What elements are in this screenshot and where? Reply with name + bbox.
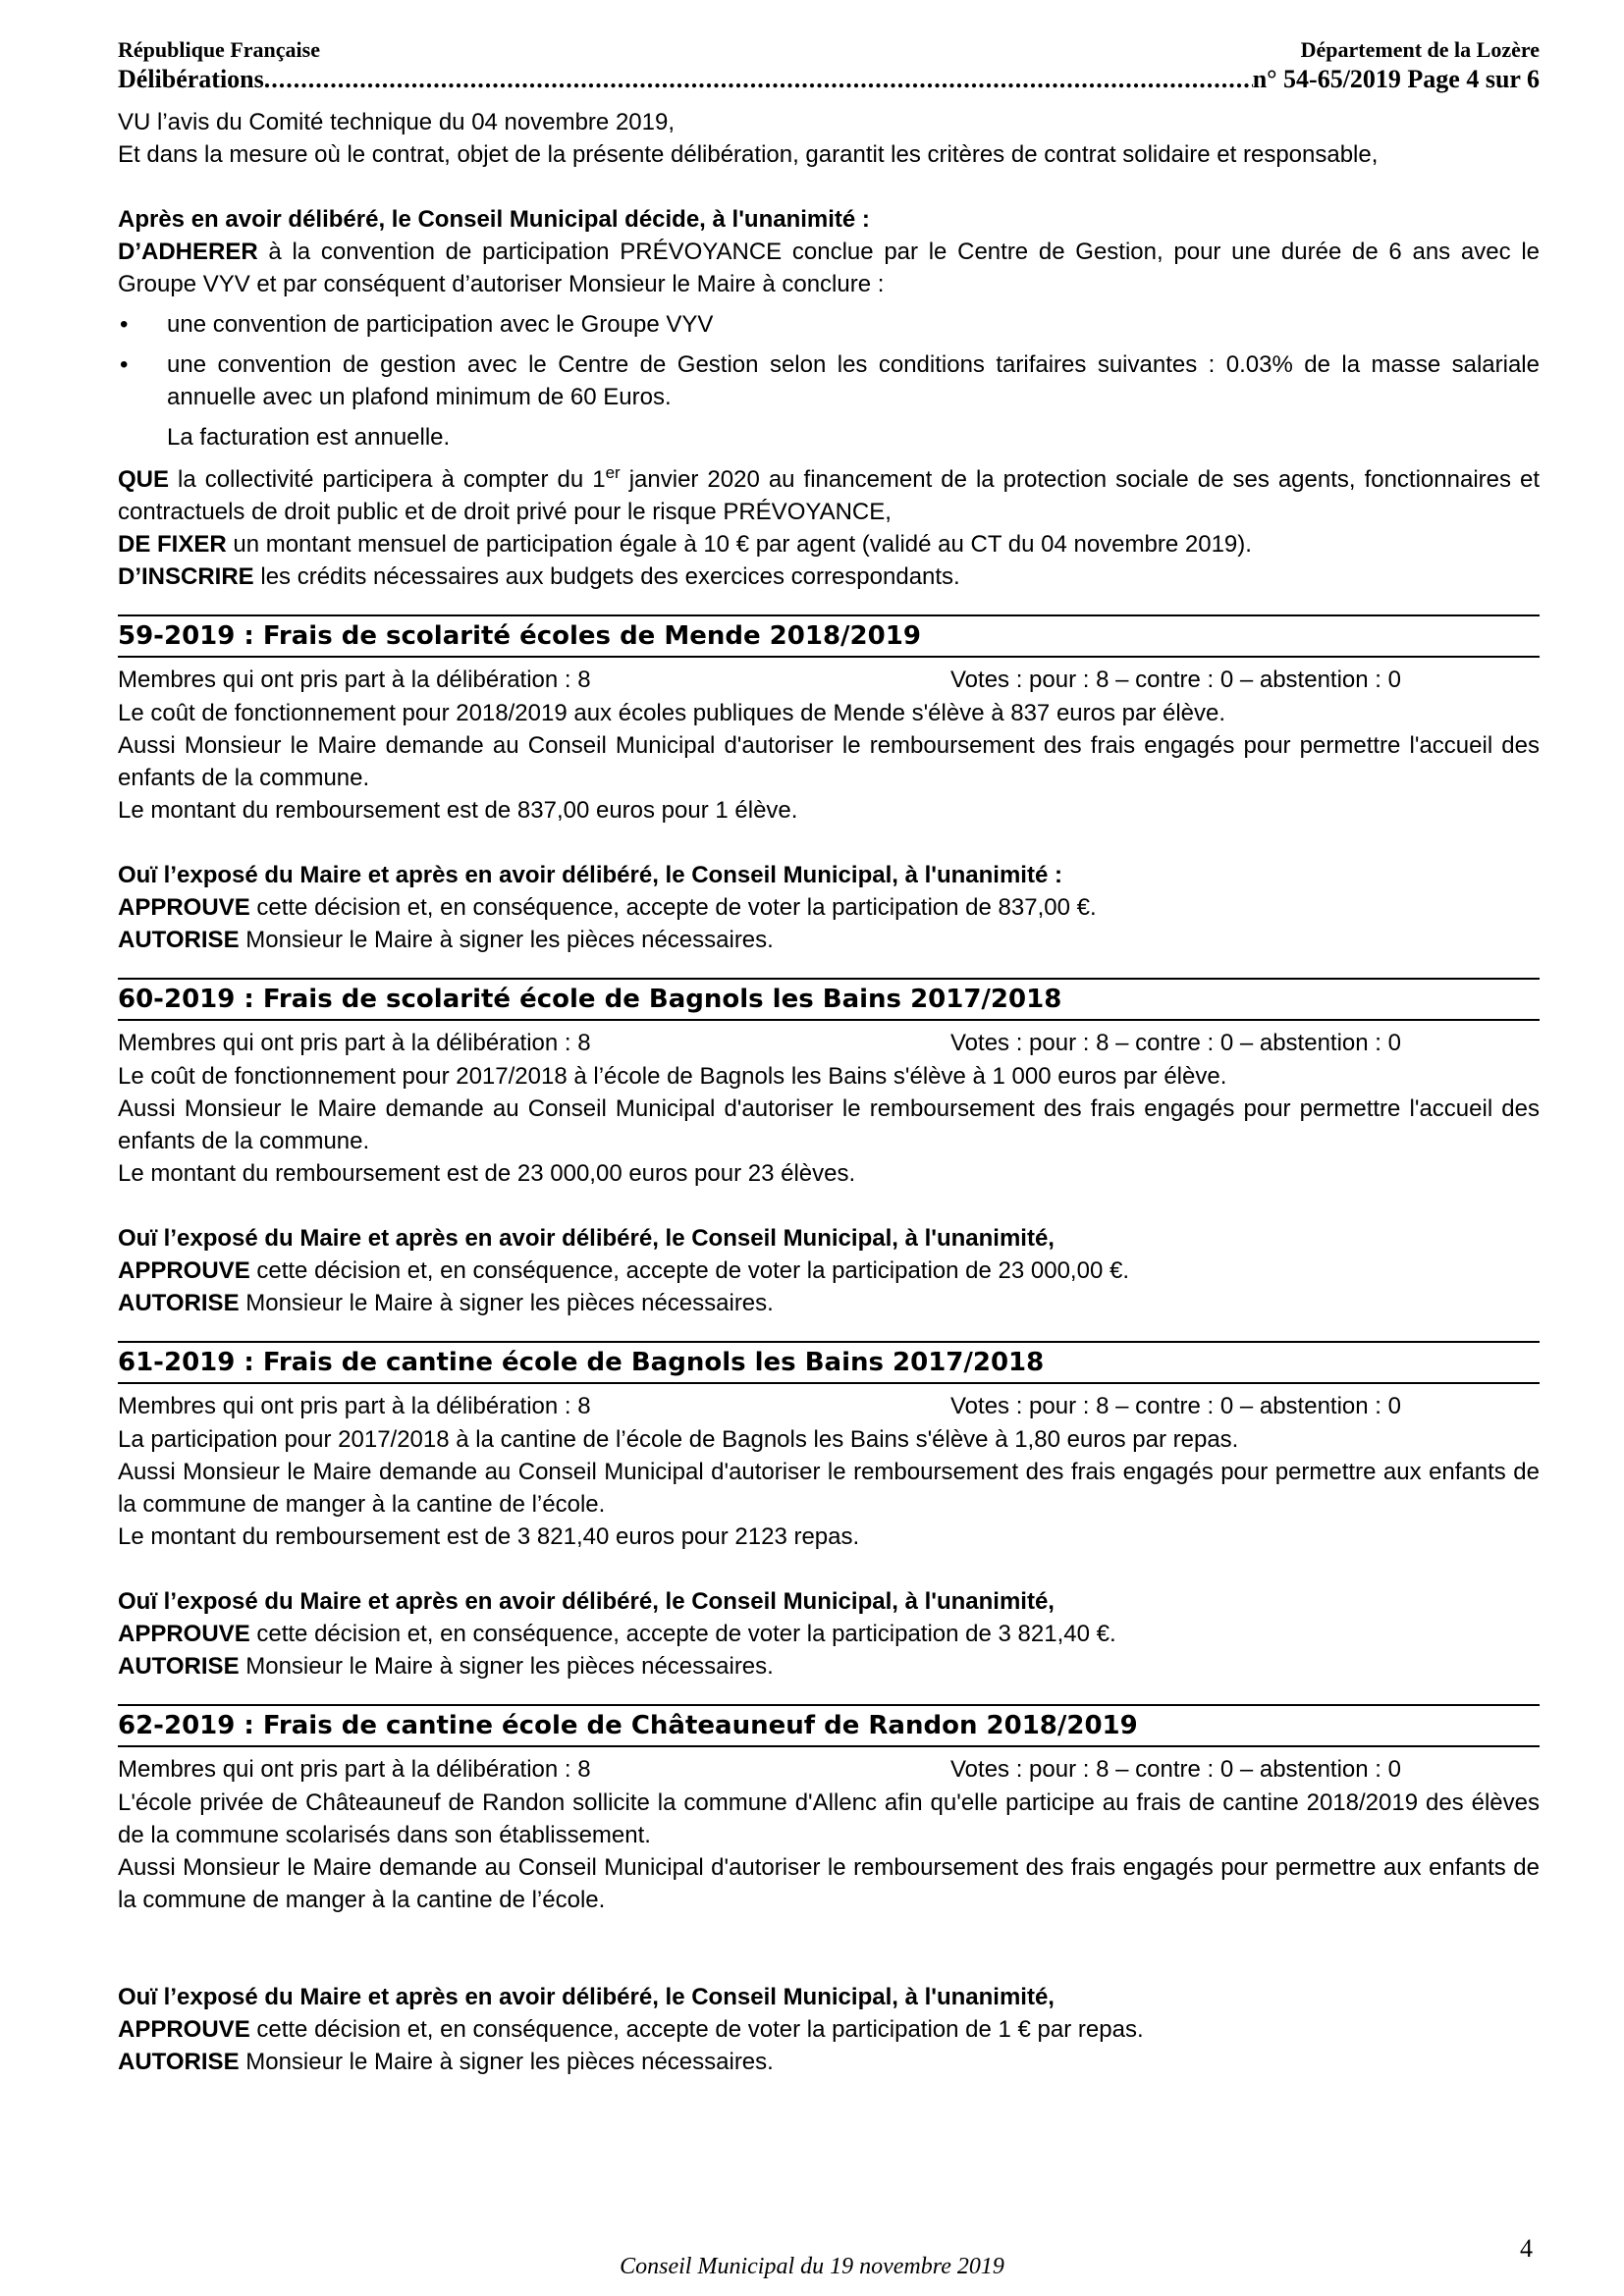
approuve-text: cette décision et, en conséquence, accepte de voter la participation de 1 € par repas.: [249, 2016, 1144, 2043]
header-republique: République Française: [118, 37, 320, 62]
fixer-keyword: DE FIXER: [118, 531, 227, 558]
list-item: [118, 308, 1540, 341]
approuve-keyword: APPROUVE: [118, 1621, 250, 1647]
section-paragraph: La participation pour 2017/2018 à la cantine de l’école de Bagnols les Bains s'élève à 1,80 euros par repas.: [118, 1426, 1239, 1453]
spacer: [118, 827, 1540, 859]
adherer-paragraph: [118, 236, 1540, 300]
autorise-text: Monsieur le Maire à signer les pièces nécessaires.: [239, 1290, 774, 1316]
section-paragraph: Le montant du remboursement est de 3 821,40 euros pour 2123 repas.: [118, 1523, 860, 1550]
vote-summary: [118, 662, 1540, 697]
page-number: 4: [1520, 2234, 1533, 2263]
section-paragraph: Le montant du remboursement est de 837,00 euros pour 1 élève.: [118, 797, 798, 824]
autorise-text: Monsieur le Maire à signer les pièces nécessaires.: [239, 2049, 774, 2075]
bullet-icon: •: [120, 311, 129, 338]
votes-result: Votes : pour : 8 – contre : 0 – abstention : 0: [950, 666, 1401, 693]
approuve-keyword: APPROUVE: [118, 2016, 250, 2043]
oui-expose: Ouï l’exposé du Maire et après en avoir délibéré, le Conseil Municipal, à l'unanimité,: [118, 1588, 1055, 1615]
spacer: [118, 454, 1540, 463]
oui-expose: Ouï l’exposé du Maire et après en avoir délibéré, le Conseil Municipal, à l'unanimité :: [118, 862, 1062, 888]
header-deliberations: Délibérations: [118, 65, 264, 93]
header-top-row: [118, 37, 1540, 65]
approuve-text: cette décision et, en conséquence, accepte de voter la participation de 23 000,00 €.: [249, 1257, 1129, 1284]
adherer-text: à la convention de participation PRÉVOYANCE conclue par le Centre de Gestion, pour une durée de 6 ans avec le Groupe VYV et par conséquent d’autoriser Monsieur le Maire à conclure :: [118, 239, 1540, 297]
section-title: 59-2019 : Frais de scolarité écoles de Mende 2018/2019: [118, 614, 1540, 658]
spacer: [118, 171, 1540, 203]
document-body: [118, 106, 1540, 2078]
section-paragraph: L'école privée de Châteauneuf de Randon sollicite la commune d'Allenc afin qu'elle participe au frais de cantine 2018/2019 des élèves de la commune scolarisés dans son établissement.: [118, 1789, 1540, 1848]
vote-summary: [118, 1388, 1540, 1423]
header-bottom-row: [118, 65, 1540, 98]
section-paragraph: Le montant du remboursement est de 23 000,00 euros pour 23 élèves.: [118, 1160, 856, 1187]
contrat-clause: Et dans la mesure où le contrat, objet de la présente délibération, garantit les critères de contrat solidaire et responsable,: [118, 141, 1379, 168]
list-item-text: une convention de participation avec le Groupe VYV: [167, 311, 714, 338]
list-item: [118, 348, 1540, 413]
adherer-keyword: D’ADHERER: [118, 239, 258, 265]
fixer-text: un montant mensuel de participation égale à 10 € par agent (validé au CT du 04 novembre 2019).: [226, 531, 1252, 558]
autorise-line: [118, 1650, 1540, 1682]
que-paragraph: [118, 463, 1540, 528]
vote-summary: [118, 1751, 1540, 1787]
section-paragraph: Aussi Monsieur le Maire demande au Conseil Municipal d'autoriser le remboursement des frais engagés pour permettre aux enfants de la commune de manger à la cantine de l’école.: [118, 1854, 1540, 1913]
decision-heading: Après en avoir délibéré, le Conseil Municipal décide, à l'unanimité :: [118, 206, 870, 233]
oui-expose: Ouï l’exposé du Maire et après en avoir délibéré, le Conseil Municipal, à l'unanimité,: [118, 1225, 1055, 1252]
votes-result: Votes : pour : 8 – contre : 0 – abstention : 0: [950, 1392, 1401, 1419]
section-paragraph: Le coût de fonctionnement pour 2017/2018 à l’école de Bagnols les Bains s'élève à 1 000 euros par élève.: [118, 1063, 1227, 1090]
members-count: Membres qui ont pris part à la délibération : 8: [118, 666, 591, 693]
que-keyword: QUE: [118, 466, 170, 493]
facturation-note: La facturation est annuelle.: [167, 424, 451, 451]
approuve-line: [118, 2013, 1540, 2046]
spacer: [118, 1553, 1540, 1585]
members-count: Membres qui ont pris part à la délibération : 8: [118, 1029, 591, 1056]
section-paragraph: Le coût de fonctionnement pour 2018/2019 aux écoles publiques de Mende s'élève à 837 euros par élève.: [118, 700, 1226, 726]
page-footer: Conseil Municipal du 19 novembre 2019: [620, 2254, 1004, 2279]
approuve-line: [118, 1618, 1540, 1650]
vu-avis: VU l’avis du Comité technique du 04 novembre 2019,: [118, 109, 675, 135]
members-count: Membres qui ont pris part à la délibération : 8: [118, 1392, 591, 1419]
que-superscript: er: [605, 463, 621, 482]
autorise-line: [118, 2046, 1540, 2078]
approuve-text: cette décision et, en conséquence, accepte de voter la participation de 3 821,40 €.: [249, 1621, 1116, 1647]
inscrire-paragraph: [118, 561, 1540, 593]
fixer-paragraph: [118, 528, 1540, 561]
section-paragraph: Aussi Monsieur le Maire demande au Conseil Municipal d'autoriser le remboursement des frais engagés pour permettre aux enfants de la commune de manger à la cantine de l’école.: [118, 1459, 1540, 1518]
bullet-icon: •: [120, 351, 129, 378]
list-item-text: une convention de gestion avec le Centre de Gestion selon les conditions tarifaires suivantes : 0.03% de la masse salariale annuelle avec un plafond minimum de 60 Euros.: [167, 351, 1540, 410]
section-title: 61-2019 : Frais de cantine école de Bagnols les Bains 2017/2018: [118, 1341, 1540, 1384]
autorise-keyword: AUTORISE: [118, 1290, 240, 1316]
autorise-keyword: AUTORISE: [118, 927, 240, 953]
spacer: [118, 1190, 1540, 1222]
convention-list: [118, 308, 1540, 413]
header-dot-leader: [264, 65, 1253, 94]
autorise-line: [118, 924, 1540, 956]
header-departement: Département de la Lozère: [1300, 37, 1540, 62]
oui-expose: Ouï l’exposé du Maire et après en avoir délibéré, le Conseil Municipal, à l'unanimité,: [118, 1984, 1055, 2010]
que-text-b: janvier 2020 au financement de la protection sociale de ses agents, fonctionnaires et contractuels de droit public et de droit privé pour le risque PRÉVOYANCE,: [118, 466, 1541, 525]
inscrire-keyword: D’INSCRIRE: [118, 563, 254, 590]
autorise-keyword: AUTORISE: [118, 1653, 240, 1680]
autorise-text: Monsieur le Maire à signer les pièces nécessaires.: [239, 927, 774, 953]
approuve-line: [118, 1255, 1540, 1287]
members-count: Membres qui ont pris part à la délibération : 8: [118, 1755, 591, 1783]
approuve-text: cette décision et, en conséquence, accepte de voter la participation de 837,00 €.: [249, 894, 1097, 921]
inscrire-text: les crédits nécessaires aux budgets des exercices correspondants.: [253, 563, 960, 590]
header-page-ref: n° 54-65/2019 Page 4 sur 6: [1252, 65, 1540, 93]
autorise-keyword: AUTORISE: [118, 2049, 240, 2075]
spacer: [118, 1949, 1540, 1981]
section-paragraph: Aussi Monsieur le Maire demande au Conseil Municipal d'autoriser le remboursement des frais engagés pour permettre l'accueil des enfants de la commune.: [118, 1095, 1540, 1154]
section-title: 62-2019 : Frais de cantine école de Châteauneuf de Randon 2018/2019: [118, 1704, 1540, 1747]
approuve-keyword: APPROUVE: [118, 1257, 250, 1284]
votes-result: Votes : pour : 8 – contre : 0 – abstention : 0: [950, 1029, 1401, 1056]
approuve-line: [118, 891, 1540, 924]
que-text-a: la collectivité participera à compter du 1: [169, 466, 606, 493]
autorise-text: Monsieur le Maire à signer les pièces nécessaires.: [239, 1653, 774, 1680]
approuve-keyword: APPROUVE: [118, 894, 250, 921]
votes-result: Votes : pour : 8 – contre : 0 – abstention : 0: [950, 1755, 1401, 1783]
autorise-line: [118, 1287, 1540, 1319]
section-title: 60-2019 : Frais de scolarité école de Bagnols les Bains 2017/2018: [118, 978, 1540, 1021]
section-paragraph: Aussi Monsieur le Maire demande au Conseil Municipal d'autoriser le remboursement des frais engagés pour permettre l'accueil des enfants de la commune.: [118, 732, 1540, 791]
vote-summary: [118, 1025, 1540, 1060]
spacer: [118, 1916, 1540, 1949]
